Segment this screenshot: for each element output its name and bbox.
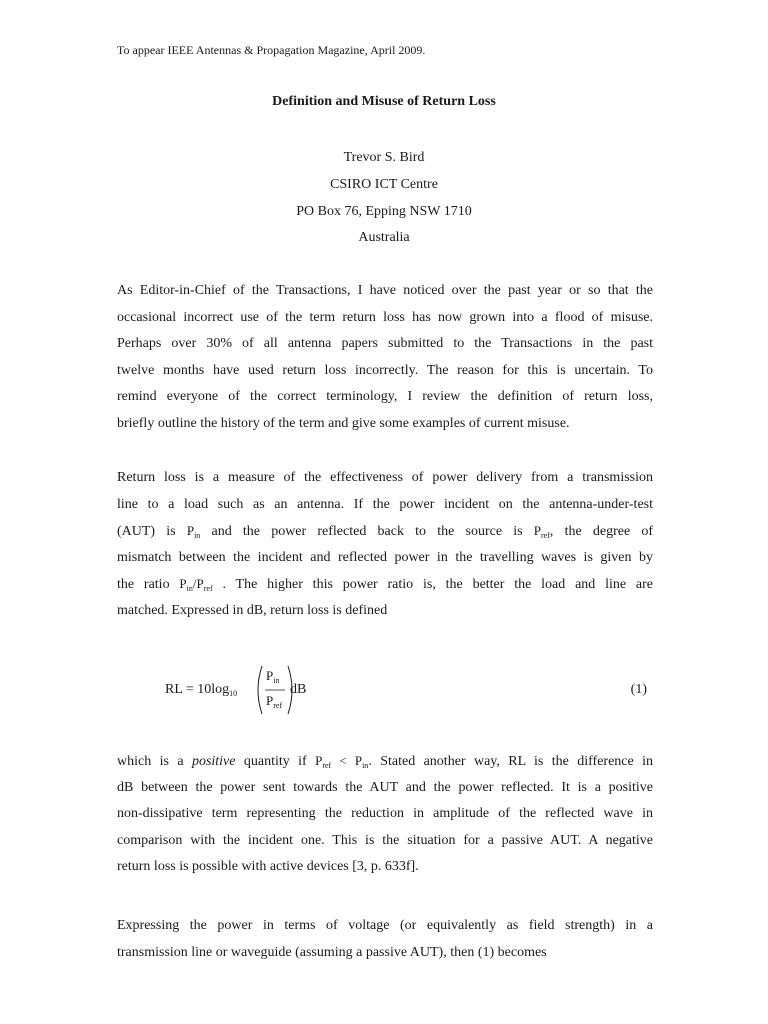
paper-title: Definition and Misuse of Return Loss [272,94,496,109]
text-line: Perhaps over 30% of all antenna papers submitted to the Transactions in the past [117,336,653,351]
paragraph-positive [117,748,653,881]
text-line: As Editor-in-Chief of the Transactions, I have noticed over the past year or so that the [117,283,653,298]
text-line: return loss is possible with active devices [3, p. 633f]. [117,859,419,874]
text-line: comparison with the incident one. This is the situation for a passive AUT. A negative [117,832,653,848]
symbol-p-in: $P_{in}$ [186,523,201,540]
text-line: briefly outline the history of the term and give some examples of current misuse. [117,415,570,431]
text-line: remind everyone of the correct terminology, I review the definition of return loss, [117,389,653,404]
fraction-numerator: $P_{in}$ [266,668,280,685]
author-org: CSIRO ICT Centre [330,177,438,192]
author-name: Trevor S. Bird [343,150,425,165]
text-line: twelve months have used return loss incorrectly. The reason for this is uncertain. To [117,362,653,378]
text-line-with-symbols: (AUT) is $P_{in}$ and the power reflected back to the source is $P_{ref}$, the degree of [117,523,654,540]
author-address: PO Box 76, Epping NSW 1710 [296,204,472,219]
equation-number: (1) [630,682,647,697]
paragraph-definition [117,465,653,624]
text-line: line to a load such as an antenna. If the power incident on the antenna-under-test [117,496,653,512]
author-country: Australia [358,230,410,245]
text-line: Return loss is a measure of the effectiveness of power delivery from a transmission [117,470,653,485]
inequality-symbol: $P_{ref} < P_{in}$ [315,753,369,770]
ratio-symbol: $P_{in}/P_{ref}$ [179,576,213,593]
equation-1 [165,664,655,716]
text-line: non-dissipative term representing the reduction in amplitude of the reflected wave in [117,806,653,821]
text-line: Expressing the power in terms of voltage (or equivalently as field strength) in a [117,918,653,933]
publication-note: To appear IEEE Antennas & Propagation Magazine, April 2009. [117,43,426,57]
fraction-denominator: $P_{ref}$ [266,693,283,710]
paragraph-intro [117,278,653,437]
text-line: matched. Expressed in dB, return loss is defined [117,602,388,618]
text-line: mismatch between the incident and reflected power in the travelling waves is given by [117,549,653,565]
text-line: transmission line or waveguide (assuming a passive AUT), then (1) becomes [117,944,547,960]
text-line: dB between the power sent towards the AUT and the power reflected. It is a positive [117,779,653,795]
symbol-p-ref: $P_{ref}$ [533,523,550,540]
text-line: occasional incorrect use of the term return loss has now grown into a flood of misuse. [117,309,653,325]
text-line-with-symbols: which is a positive quantity if $P_{ref} < P_{in}$. Stated another way, RL is the difference in [117,753,653,770]
paragraph-voltage [117,913,653,966]
equation-unit: dB [290,682,307,697]
equation-lhs: RL = $10\log_{10}$ [165,682,238,698]
text-line-with-symbols: the ratio $P_{in}/P_{ref}$ . The higher this power ratio is, the better the load and line are [117,576,654,593]
